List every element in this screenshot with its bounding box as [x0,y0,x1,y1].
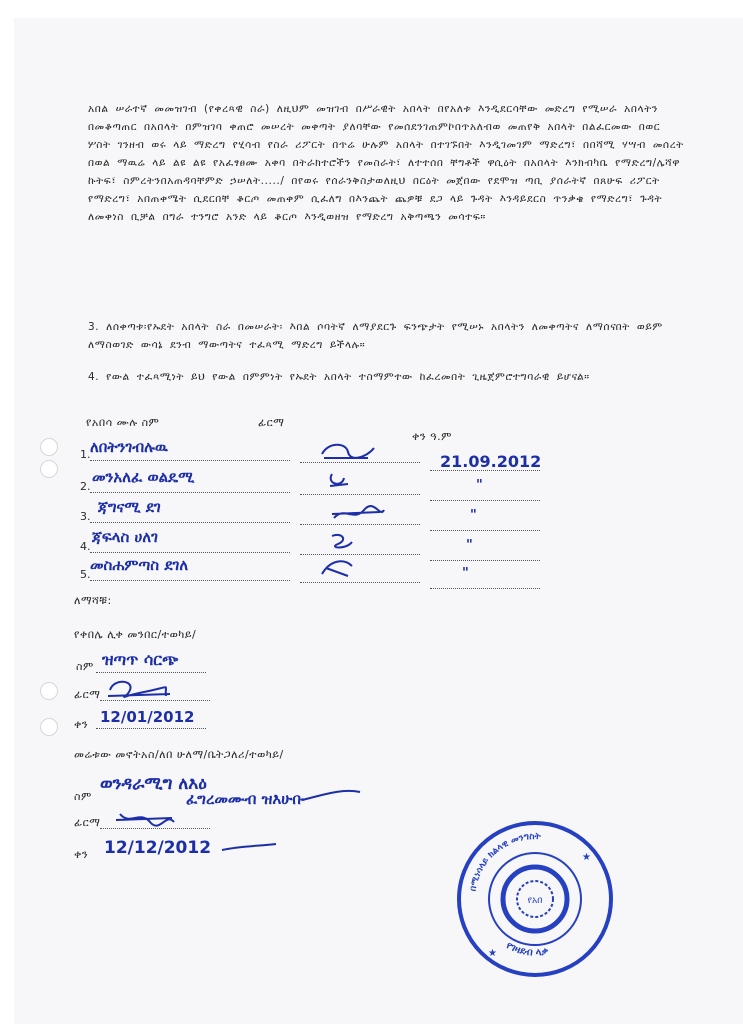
signature-mark [318,556,358,580]
stamp-text-top: በሚነሳላይ ክልላዊ መንግስት [468,831,541,892]
signature-mark [330,504,390,524]
signer-name: ጃፍላስ ሀለገ [92,528,159,546]
signature-mark [318,440,378,462]
date-underline-stroke [220,842,280,854]
signer-date: " [466,538,473,553]
official2-name-continued: ፈግረመሙብ ዝእሁቡ [186,790,304,808]
stamp-text-bottom: የገዛደብ ላቃ [504,940,550,959]
signer-name: ጃግናሚ ደገ [98,498,161,516]
row-number: 4. [80,540,91,553]
official2-name-label: ስም [74,790,92,803]
clause-3: 3. ለሰቀጣቱ፡የኡደት አበላት ስራ በመሠራት፡ እበል ሶባትኛ ለማያደርጉ ፍንጭታት የሚሠኑ አበላትን ለመቀጣትና ለማሰናበት ወይም ለማስወገድ ውሳኔ ደንብ ማውጣትና ተፈጻሚ ማድረግ ይችላሉ። [88,321,663,351]
signer-name: መንአለፈ ወልዴሚ [92,468,195,486]
signature-mark [326,530,356,552]
official2-signature [112,808,182,830]
official1-signature-label: ፊርማ [74,688,101,701]
official1-signature [104,676,174,702]
punch-hole [40,682,58,700]
clause-4: 4. የውል ተፈጻሚነት ይህ የውል በምምነት የኡደት አበላት ተስማምተው ከፈረመበት ጊዜጀምሮተግባራዊ ይሆናል። [88,371,590,383]
row-number: 5. [80,568,91,581]
official2-date-label: ቀን [74,848,89,861]
row-number: 3. [80,510,91,523]
official1-name-label: ስም [76,660,94,673]
punch-hole [40,438,58,456]
official2-signature-label: ፊርማ [74,816,101,829]
signer-name: ለበትንገብሉዉ [90,438,168,456]
signer-date: " [470,508,477,523]
signer-date: " [476,478,483,493]
svg-text:የገዛደብ ላቃ [504,940,550,958]
svg-text:★: ★ [582,852,591,863]
punch-hole [40,718,58,736]
signer-date-header: ቀን ዓ.ም [412,430,452,443]
official1-name: ዝጣጥ ሳርጭ [102,650,179,669]
signer-name-header: የአበሳ ሙሉ ስም [86,416,160,429]
signer-signature-header: ፊርማ [258,416,285,429]
official2-title: መሬቱው መኖትአስ/ለበ ሁለማ/ቤትጋለሪ/ተወካይ/ [74,748,284,761]
official-stamp [454,818,616,980]
official1-date-label: ቀን [74,718,89,731]
contract-clause-paragraph: አበል ሠራተኛ መመዝገብ (የቀረጻዊ ስራ) ለዚህም መዝገብ በሥራዊት አበላት በየአለቱ እንዲደርሳቸው መድረግ የሚሠራ አበላትን በመቆጣጠር በአበላት በምዝገባ ቀጠሮ መሠረት መቀጣት ያለባቸው የመሰደንገጠምኮበጥአለብወ መጠየቅ አበላት በልፈርመው በወር ሦስት ገንዘብ ወሩ ላይ ማድረግ የሂሳብ የስራ ሪፖርት በጥሬ ሁሉም አበላት በተገኙበት እንዲገመገም ማድረግ፣ በበሻሚ ሃሣብ መሰረት በወል ማዉሬ ላይ ልዩ ልዩ የአፈፃፀሙ አቀባ በትራክተሮችን የመስራት፣ ለተተሰበ ቸግቶች ዋሲዕት በአበላት እንክብካቤ የማድረግ/ሌሻዋ ኩትፍ፣ ስምረትንበአጠዳባቸምድ ኃሠለት...../ በየወሩ የሰራንቅስታወለዚህ በርዕት መጀበው የደሞዝ ጣቢ ያሰራትኛ በጸሁፍ ሪፖርት የማድረግ፣ አበጠቀሜት ሲደርበቸ ቆርጦ መጠቀም ሲፈለግ በእንጨት ጨዎቹ ደጋ ላይ ጉዳት እንዳይደርስ ጥንቃቄ የማድረግ፣ ጉዳት ለመቀነስ ቢቻል በግራ ተንግሮ አንድ ላይ ቆርጦ እንዲወዘዝ የማድረግ አቅጣጫን መሳተፍ። [88,103,684,223]
official2-name: ወንዳራሚግ ለእዕ [100,774,207,794]
name-flourish [300,786,370,806]
stamp-inner-text: የአበ [527,896,543,906]
signer-name: መስሐምጣስ ደገለ [90,556,189,574]
row-number: 1. [80,448,91,461]
official1-date: 12/01/2012 [100,708,195,726]
official2-date: 12/12/2012 [104,838,212,858]
witnesses-label: ለማሻቹ: [74,594,112,607]
punch-hole [40,460,58,478]
row-number: 2. [80,480,91,493]
official1-title: የቀበሌ ሊቀ መንበር/ተወካይ/ [74,628,197,641]
signer-date: " [462,566,469,581]
signer-date: 21.09.2012 [440,452,542,471]
signature-mark [324,470,354,492]
svg-text:★: ★ [488,948,497,959]
